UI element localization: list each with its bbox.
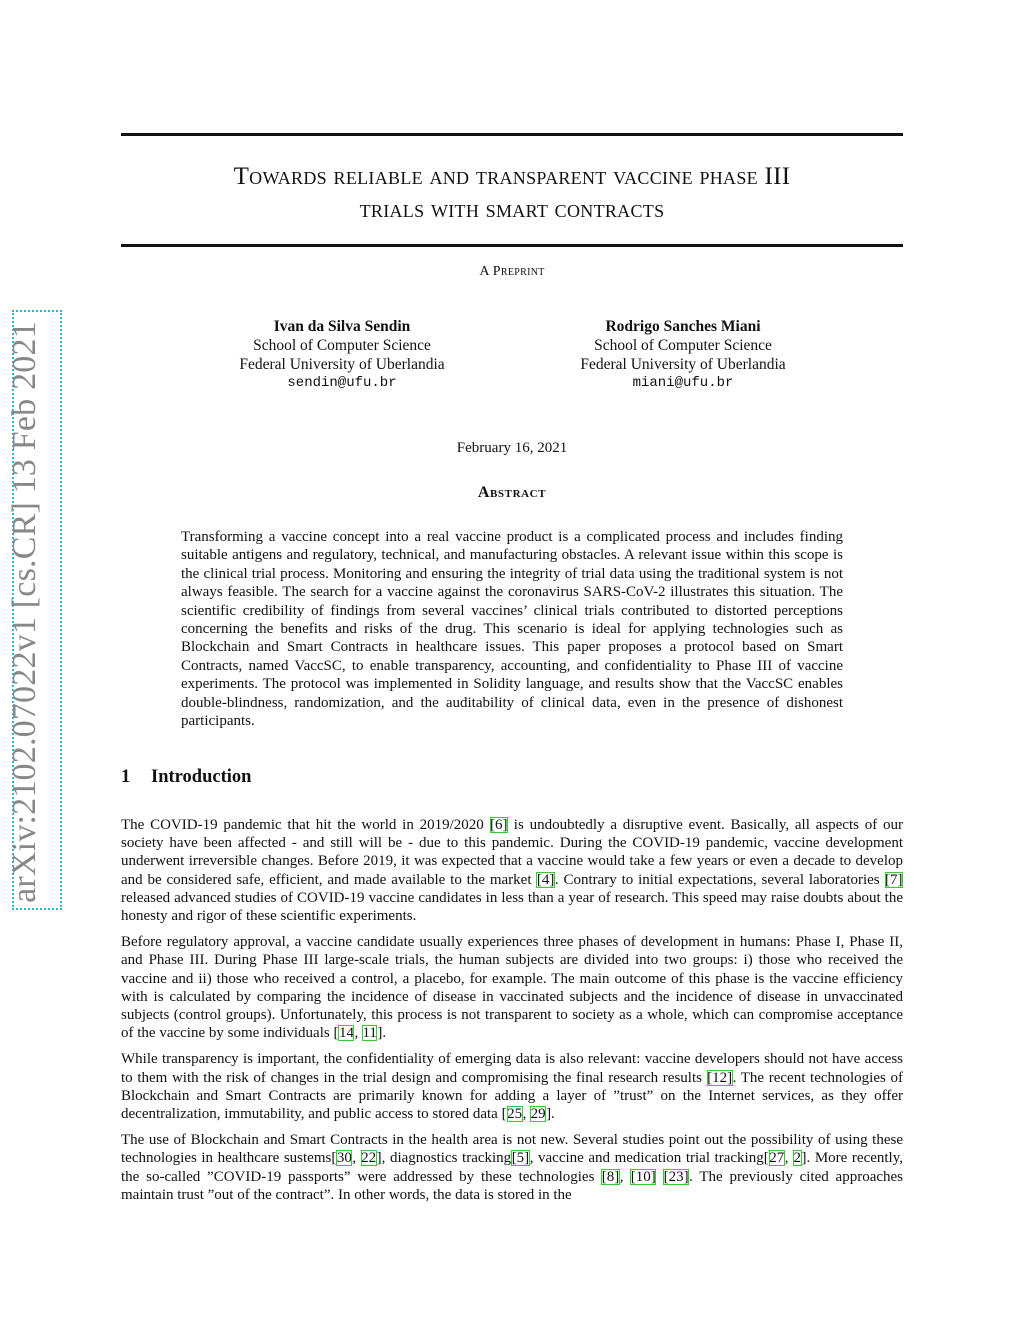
author-name: Ivan da Silva Sendin [273,318,411,335]
section-heading-introduction [121,767,251,788]
abstract-text: Transforming a vaccine concept into a real vaccine product is a complicated process and includes finding suitable antigens and regulatory, technical, and manufacturing obstacles. A relevant issue within this scope is the clinical trial process. Monitoring and ensuring the integrity of trial data using the traditional system is not always feasible. The search for a vaccine against the coronavirus SARS-CoV-2 illustrates this situation. The scientific credibility of findings from several vaccines’ clinical trials contributed to distorted perceptions concerning the benefits and risks of the drug. This scenario is ideal for applying technologies such as Blockchain and Smart Contracts in healthcare issues. This paper proposes a protocol based on Smart Contracts, named VaccSC, to enable transparency, accounting, and confidentiality to Phase III of vaccine experiments. The protocol was implemented in Solidity language, and results show that the VaccSC enables double-blindness, randomization, and the auditability of clinical data, even in the presence of dishonest participants. [181,529,843,730]
title-rule-bottom [121,244,903,247]
title-rule-top [121,133,903,136]
arxiv-identifier[interactable]: arXiv:2102.07022v1 [cs.CR] 13 Feb 2021 [6,321,43,903]
section-number: 1 [121,767,131,787]
author-name: Rodrigo Sanches Miani [605,318,761,335]
citation-link[interactable]: [4] [536,871,555,888]
citation-link[interactable]: 25 [507,1106,523,1123]
citation-link[interactable]: 22 [361,1150,377,1167]
abstract-heading: Abstract [477,484,547,501]
author-university: Federal University of Uberlandia [580,356,786,373]
citation-link[interactable]: 27 [769,1150,785,1167]
author-email[interactable]: miani@ufu.br [632,375,734,391]
paragraph: Before regulatory approval, a vaccine candidate usually experiences three phases of development in humans: Phase I, Phase II, and Phase III. During Phase III large-scale trials, the human subjects are divided into two groups: i) those who received the vaccine and ii) those who received a control, a placebo, for example. The main outcome of this phase is the vaccine efficiency with is calculated by comparing the incidence of disease in vaccinated subjects and the incidence of disease in unvaccinated subjects (control groups). Unfortunately, this process is not transparent to society as a whole, which can compromise acceptance of the vaccine by some individuals [14, 11]. [121,934,903,1042]
citation-link[interactable]: [10] [630,1168,656,1185]
author-block-2 [523,317,843,393]
citation-link[interactable]: 30 [336,1150,352,1167]
paper-title [121,160,903,226]
title-line-1: Towards reliable and transparent vaccine phase III [233,163,791,190]
introduction-body [121,816,903,1212]
citation-link[interactable]: [23] [663,1168,689,1185]
citation-link[interactable]: 29 [530,1106,546,1123]
citation-link[interactable]: 14 [338,1025,354,1042]
citation-link[interactable]: 2 [793,1150,802,1167]
preprint-label: A Preprint [479,264,545,279]
publication-date: February 16, 2021 [456,440,568,456]
paragraph: The use of Blockchain and Smart Contracts in the health area is not new. Several studies point out the possibility of using these technologies in healthcare sustems[30, 22], diagnostics tracking[5], vaccine and medication trial tracking[27, 2]. More recently, the so-called ”COVID-19 passports” were addressed by these technologies [8], [10] [23]. The previously cited approaches maintain trust ”out of the contract”. In other words, the data is stored in the [121,1132,904,1203]
title-line-2: trials with smart contracts [359,196,665,223]
author-school: School of Computer Science [594,337,772,354]
citation-link[interactable]: [12] [707,1069,733,1086]
paragraph: The COVID-19 pandemic that hit the world in 2019/2020 [6] is undoubtedly a disruptive event. Basically, all aspects of our society have been affected - and still will be - due to this pandemic. During the COVID-19 pandemic, vaccine development underwent irreversible changes. Before 2019, it was expected that a vaccine would take a few years or even a decade to develop and be considered safe, efficient, and made available to the market [4]. Contrary to initial expectations, several laboratories [7] released advanced studies of COVID-19 vaccine candidates in less than a year of research. This speed may raise doubts about the honesty and rigor of these scientific experiments. [121,817,903,925]
author-university: Federal University of Uberlandia [239,356,445,373]
author-email[interactable]: sendin@ufu.br [287,375,397,391]
paragraph: While transparency is important, the confidentiality of emerging data is also relevant: vaccine developers should not have access to them with the risk of changes in the trial design and compromising the final research results [12]. The recent technologies of Blockchain and Smart Contracts are primarily known for adding a layer of ”trust” on the Internet services, as they offer decentralization, immutability, and public access to stored data [25, 29]. [121,1051,903,1123]
citation-link[interactable]: [5] [511,1150,530,1167]
citation-link[interactable]: 11 [362,1025,377,1042]
author-school: School of Computer Science [253,337,431,354]
author-block-1 [182,317,502,393]
citation-link[interactable]: [8] [601,1168,620,1185]
citation-link[interactable]: [6] [490,817,508,833]
citation-link[interactable]: [7] [885,871,903,888]
section-title: Introduction [151,767,252,787]
